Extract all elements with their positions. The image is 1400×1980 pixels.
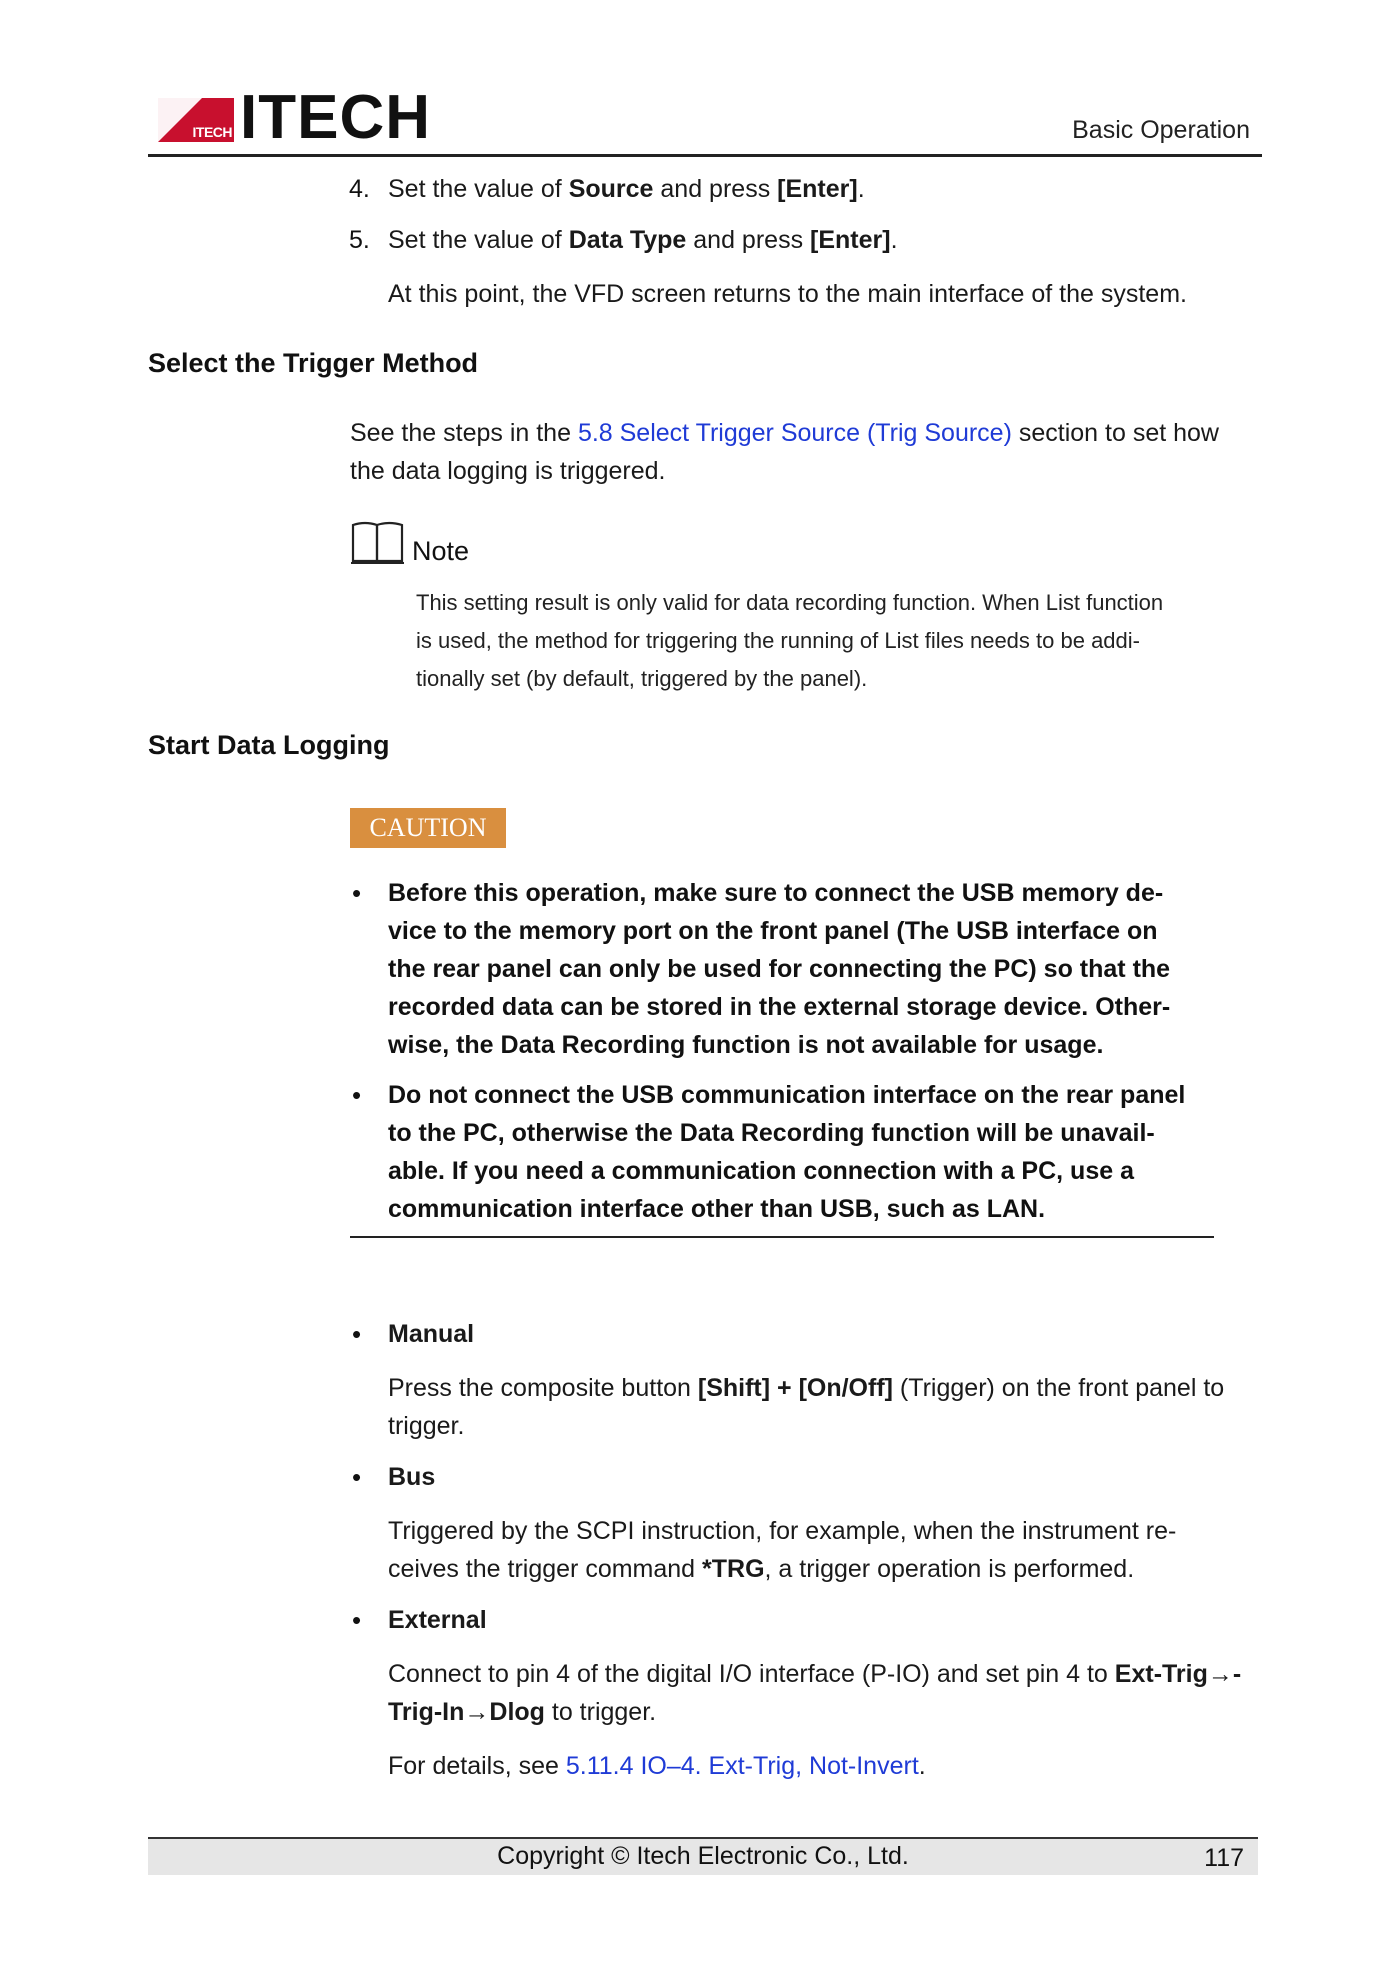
- step-5-text: Set the value of Data Type and press [Enter].: [388, 226, 898, 254]
- logo-wordmark: ITECH: [240, 83, 431, 152]
- note-label: Note: [412, 536, 470, 566]
- mode-manual-line2: trigger.: [388, 1412, 465, 1440]
- mode-external-title: External: [388, 1606, 487, 1634]
- note-line-1: This setting result is only valid for data recording function. When List function: [416, 590, 1164, 615]
- logo-small-text: ITECH: [192, 124, 232, 140]
- mode-external-details: For details, see 5.11.4 IO–4. Ext-Trig, Not-Invert.: [388, 1752, 926, 1780]
- mode-bus-line1: Triggered by the SCPI instruction, for example, when the instrument re-: [388, 1517, 1177, 1545]
- header-section-title: Basic Operation: [1072, 116, 1250, 144]
- footer-bar: [148, 1837, 1258, 1875]
- mode-manual-line1: Press the composite button [Shift] + [On/Off] (Trigger) on the front panel to: [388, 1374, 1225, 1402]
- caution-item-1: Before this operation, make sure to connect the USB memory de- vice to the memory port on the front panel (The USB interface on the rear panel can only be used for connecting the PC) so that the recorded data can be stored in the external storage device. Other- wise, the Data Recording function is not available for usage.: [388, 879, 1171, 1059]
- itech-logo: [158, 83, 432, 152]
- caution-item-2: Do not connect the USB communication interface on the rear panel to the PC, otherwise the Data Recording function will be unavail- able. If you need a communication connection with a PC, use a communication interface other than USB, such as LAN.: [388, 1081, 1186, 1223]
- note-line-2: is used, the method for triggering the running of List files needs to be addi-: [416, 628, 1140, 653]
- header-divider: [148, 154, 1262, 157]
- io4-ext-trig-link[interactable]: 5.11.4 IO–4. Ext-Trig, Not-Invert: [565, 1752, 919, 1780]
- trigger-source-link[interactable]: 5.8 Select Trigger Source (Trig Source): [577, 419, 1012, 447]
- caution-bullet-1: •: [352, 878, 362, 908]
- step-4-text: Set the value of Source and press [Enter].: [388, 175, 865, 203]
- note-text: [416, 584, 1216, 698]
- heading-start-data-logging: Start Data Logging: [148, 730, 390, 760]
- caution-divider: [350, 1236, 1214, 1238]
- caution-bullet-2: •: [352, 1080, 362, 1110]
- note-line-3: tionally set (by default, triggered by the panel).: [416, 666, 868, 691]
- footer-page-number: 117: [1204, 1844, 1244, 1872]
- step-followup-text: At this point, the VFD screen returns to the main interface of the system.: [388, 280, 1187, 308]
- footer-copyright: Copyright © Itech Electronic Co., Ltd.: [497, 1842, 909, 1870]
- bus-bullet: •: [352, 1462, 362, 1492]
- heading-select-trigger-method: Select the Trigger Method: [148, 348, 479, 378]
- caution-badge: CAUTION: [350, 808, 506, 848]
- mode-bus-line2: ceives the trigger command *TRG, a trigger operation is performed.: [388, 1555, 1135, 1583]
- trigger-para-line1: See the steps in the 5.8 Select Trigger Source (Trig Source) section to set how: [350, 419, 1219, 447]
- mode-external-line1: Connect to pin 4 of the digital I/O interface (P-IO) and set pin 4 to Ext-Trig→-: [388, 1660, 1242, 1688]
- mode-bus-title: Bus: [388, 1463, 436, 1491]
- step-5-number: 5.: [349, 226, 370, 254]
- step-4-number: 4.: [349, 175, 370, 203]
- logo-emblem: [158, 98, 234, 142]
- manual-bullet: •: [352, 1319, 362, 1349]
- trigger-para-line2: the data logging is triggered.: [350, 457, 666, 485]
- mode-manual-title: Manual: [388, 1320, 475, 1348]
- external-bullet: •: [352, 1605, 362, 1635]
- mode-external-line2: Trig-In→Dlog to trigger.: [388, 1698, 657, 1726]
- book-icon: [350, 521, 406, 565]
